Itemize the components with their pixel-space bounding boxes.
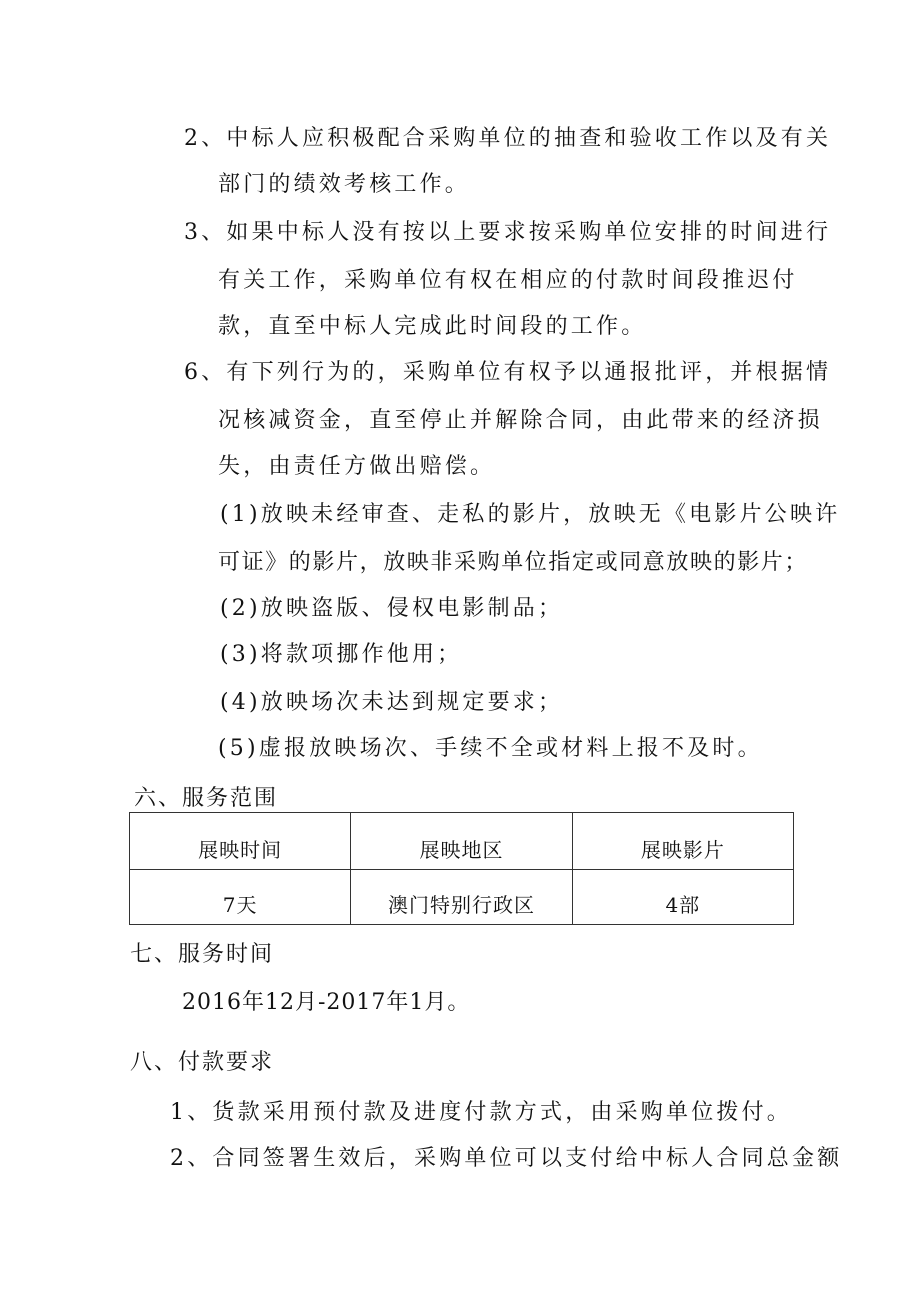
clause-6-line-3: 失，由责任方做出赔偿。 [218,454,496,479]
clause-3-line-3: 款，直至中标人完成此时间段的工作。 [218,314,647,339]
violation-4: (4)放映场次未达到规定要求； [220,690,564,715]
clause-2-line-1: 2、中标人应积极配合采购单位的抽查和验收工作以及有关 [184,126,832,151]
table-row [130,870,794,925]
clause-3-line-2: 有关工作，采购单位有权在相应的付款时间段推迟付 [218,268,798,293]
header-cell-time: 展映时间 [130,813,351,870]
clause-2-line-2: 部门的绩效考核工作。 [218,172,471,197]
service-scope-table [129,812,794,925]
payment-item-1: 1、货款采用预付款及进度付款方式，由采购单位拨付。 [170,1100,792,1125]
section-7-heading: 七、服务时间 [130,942,275,967]
clause-6-line-1: 6、有下列行为的，采购单位有权予以通报批评，并根据情 [184,360,832,385]
value-cell-region: 澳门特别行政区 [351,870,572,925]
violation-1-line-1: (1)放映未经审查、走私的影片，放映无《电影片公映许 [220,502,841,527]
payment-item-2: 2、合同签署生效后，采购单位可以支付给中标人合同总金额 [170,1146,843,1171]
header-cell-films: 展映影片 [572,813,793,870]
clause-3-line-1: 3、如果中标人没有按以上要求按采购单位安排的时间进行 [184,220,832,245]
header-cell-region: 展映地区 [351,813,572,870]
violation-3: (3)将款项挪作他用； [220,642,463,667]
section-8-heading: 八、付款要求 [130,1050,275,1075]
clause-6-line-2: 况核减资金，直至停止并解除合同，由此带来的经济损 [218,408,823,433]
violation-1-line-2: 可证》的影片，放映非采购单位指定或同意放映的影片； [218,550,809,575]
violation-5: (5)虚报放映场次、手续不全或材料上报不及时。 [218,736,763,761]
value-cell-time: 7天 [130,870,351,925]
violation-2: (2)放映盗版、侵权电影制品； [220,596,564,621]
table-header-row [130,813,794,870]
value-cell-films: 4部 [572,870,793,925]
section-6-heading: 六、服务范围 [134,786,279,811]
service-period: 2016年12月-2017年1月。 [182,990,471,1015]
